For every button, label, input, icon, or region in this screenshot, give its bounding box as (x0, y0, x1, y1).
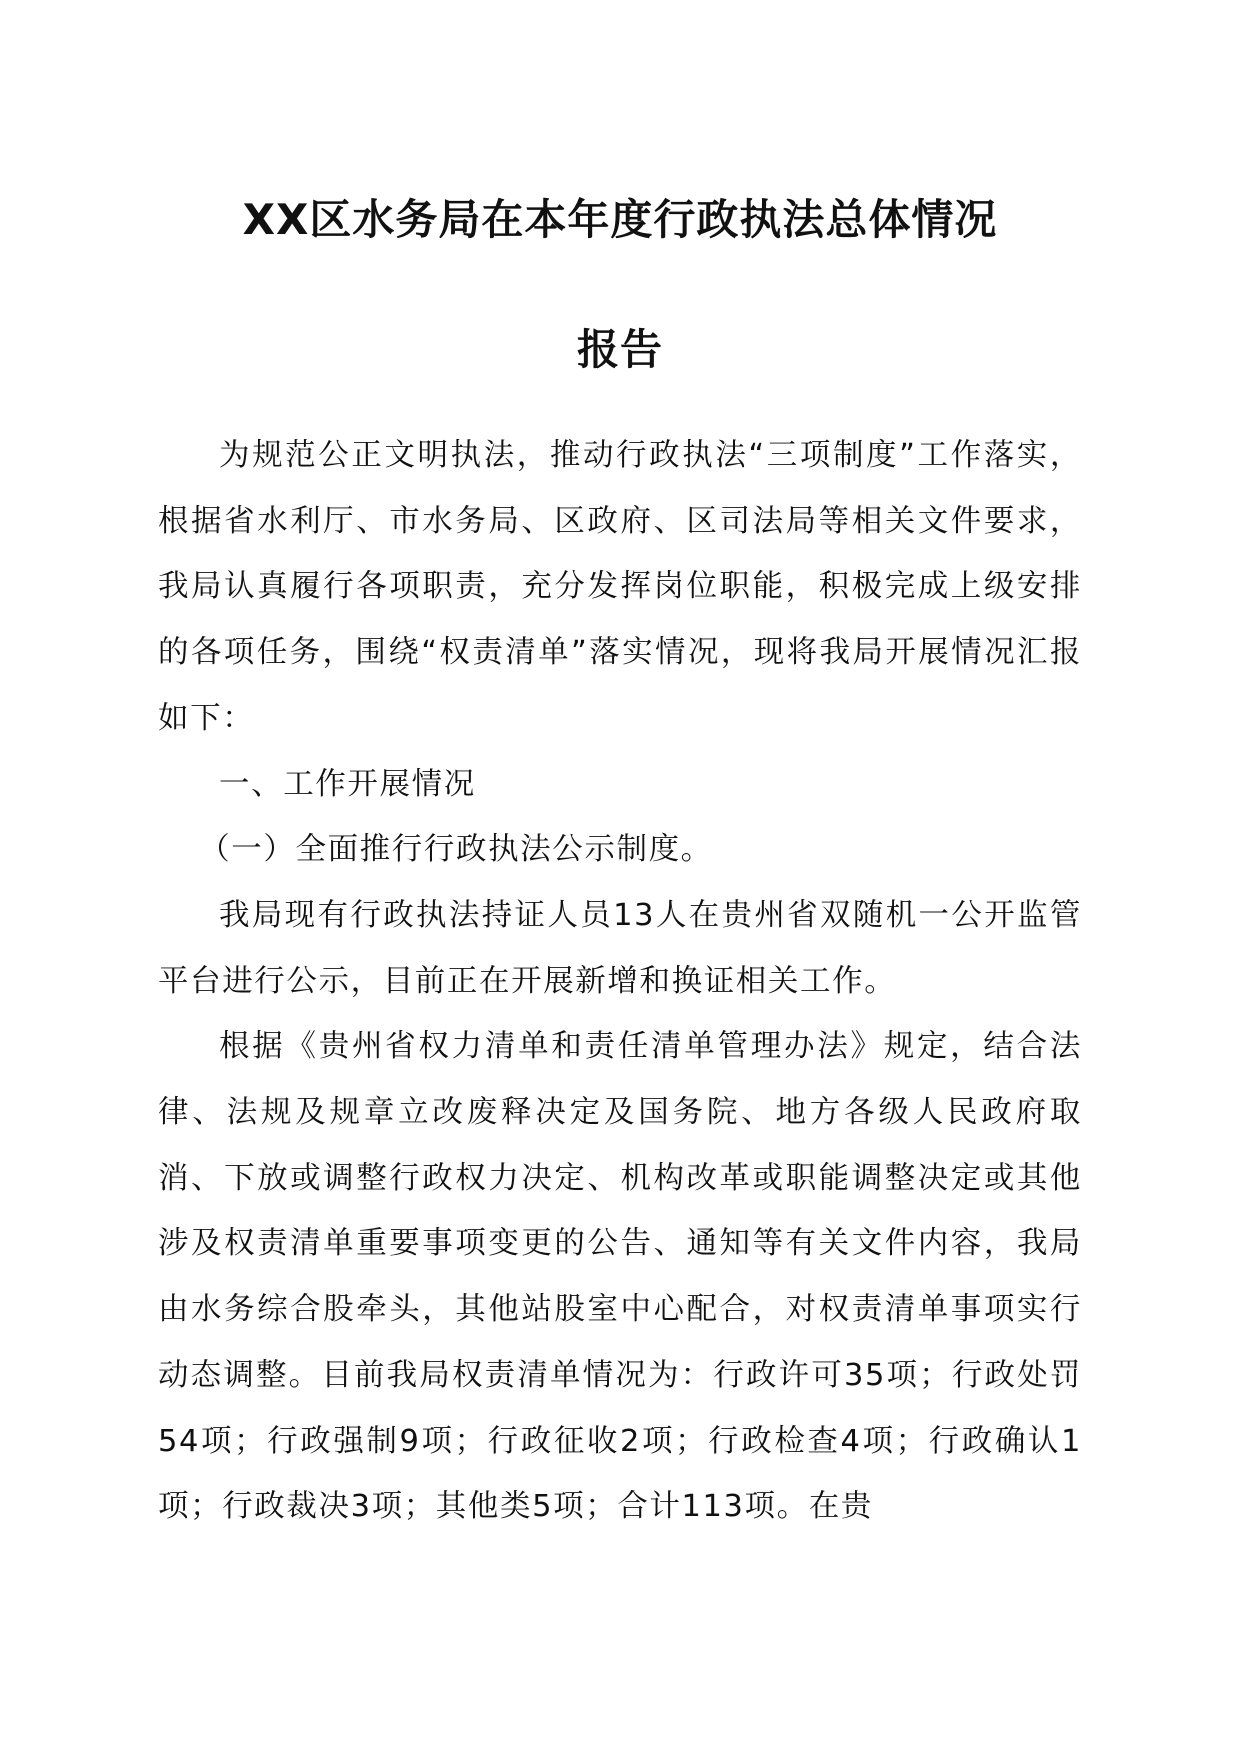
heading-subsection-1: （一）全面推行行政执法公示制度。 (199, 832, 713, 868)
paragraph-personnel: 我局现有行政执法持证人员13人在贵州省双随机一公开监管平台进行公示，目前正在开展新增和换证相关工作。 (158, 897, 1082, 999)
heading-section-1: 一、工作开展情况 (219, 766, 476, 802)
document-body (158, 423, 1082, 1540)
document-title-line2: 报告 (576, 325, 663, 374)
document-title-line1: XX区水务局在本年度行政执法总体情况 (242, 195, 998, 244)
paragraph-intro: 为规范公正文明执法，推动行政执法“三项制度”工作落实，根据省水利厅、市水务局、区政府、区司法局等相关文件要求，我局认真履行各项职责，充分发挥岗位职能，积极完成上级安排的各项任务，围绕“权责清单”落实情况，现将我局开展情况汇报如下： (158, 438, 1082, 736)
paragraph-responsibility-list: 根据《贵州省权力清单和责任清单管理办法》规定，结合法律、法规及规章立改废释决定及国务院、地方各级人民政府取消、下放或调整行政权力决定、机构改革或职能调整决定或其他涉及权责清单重要事项变更的公告、通知等有关文件内容，我局由水务综合股牵头，其他站股室中心配合，对权责清单事项实行动态调整。目前我局权责清单情况为：行政许可35项；行政处罚54项；行政强制9项；行政征收2项；行政检查4项；行政确认1项；行政裁决3项；其他类5项；合计113项。在贵 (158, 1029, 1082, 1525)
